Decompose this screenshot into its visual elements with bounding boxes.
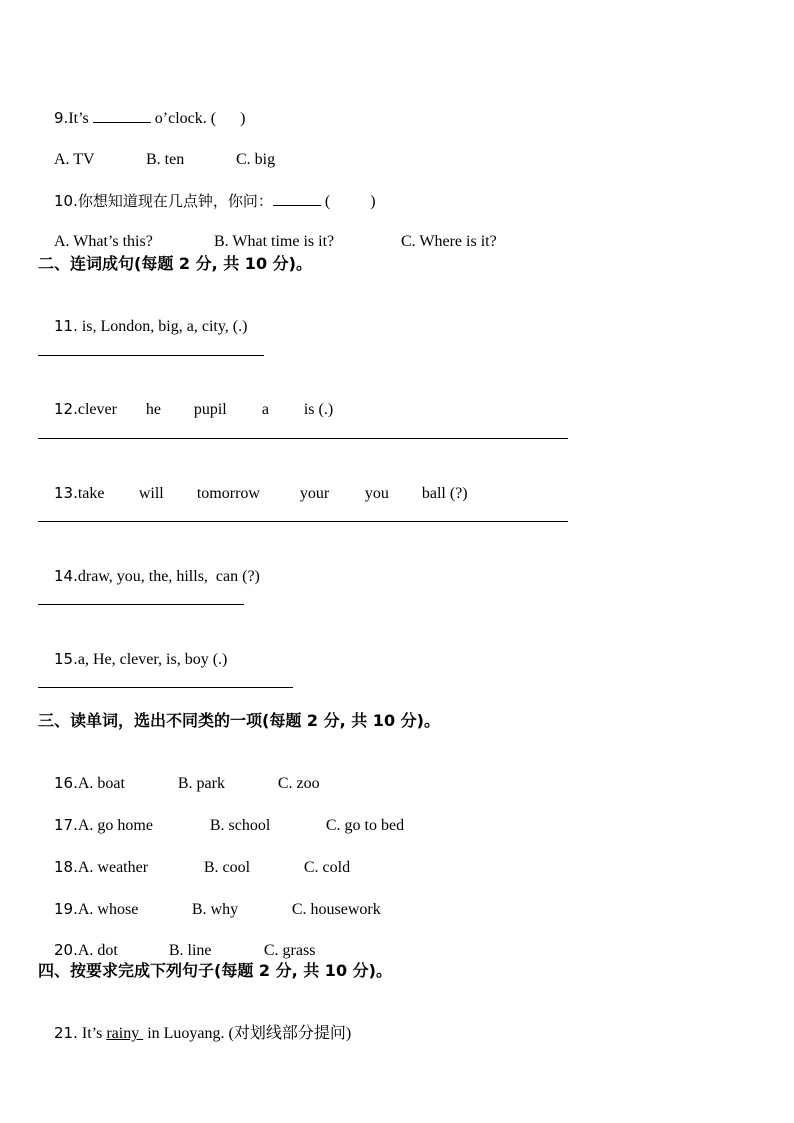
section-heading-2: 二、连词成句(每题 2 分, 共 10 分)。 [38, 254, 312, 273]
question-14 [38, 546, 260, 607]
option-c: C. big [236, 151, 276, 168]
question-text: a, He, clever, is, boy (.) [77, 651, 228, 668]
section-heading-3: 三、读单词，选出不同类的一项(每题 2 分, 共 10 分)。 [38, 711, 440, 730]
answer-line[interactable] [38, 604, 244, 605]
answer-blank[interactable] [273, 191, 321, 206]
option-c: C. housework [291, 901, 381, 918]
option-a: A. whose [77, 901, 139, 918]
option-c: C. zoo [277, 775, 320, 792]
option-a: A. go home [77, 817, 153, 834]
option-a: A. What’s this? [54, 233, 153, 250]
question-number: 14. [54, 567, 78, 585]
option-b: B. ten [146, 151, 185, 168]
option-b: B. line [168, 942, 212, 959]
option-a: A. dot [77, 942, 118, 959]
section-heading-4: 四、按要求完成下列句子(每题 2 分, 共 10 分)。 [38, 961, 392, 980]
word: you [364, 485, 389, 502]
question-number: 17. [54, 816, 78, 834]
question-number: 12. [54, 400, 78, 418]
option-a: A. weather [77, 859, 149, 876]
answer-line[interactable] [38, 521, 568, 522]
word: a [261, 401, 269, 418]
question-text: draw, you, the, hills, can (?) [77, 568, 260, 585]
word: is (.) [303, 401, 334, 418]
question-text: in Luoyang. (对划线部分提问) [143, 1025, 352, 1042]
question-12 [38, 379, 333, 440]
question-number: 20. [54, 941, 78, 959]
word: take [77, 485, 105, 502]
question-21 [38, 1003, 351, 1064]
word: clever [77, 401, 117, 418]
question-11 [38, 296, 247, 357]
question-number: 21. [54, 1024, 78, 1042]
question-number: 9. [54, 109, 69, 127]
option-c: C. go to bed [325, 817, 405, 834]
word: he [145, 401, 161, 418]
answer-line[interactable] [38, 687, 293, 688]
underlined-word: rainy [106, 1025, 144, 1042]
word: will [138, 485, 164, 502]
option-b: B. cool [203, 859, 251, 876]
question-number: 13. [54, 484, 78, 502]
word: tomorrow [196, 485, 260, 502]
answer-blank[interactable] [93, 108, 151, 123]
question-text: o’clock. ( ) [150, 110, 246, 127]
option-b: B. park [177, 775, 225, 792]
answer-line[interactable] [38, 438, 568, 439]
option-c: C. cold [303, 859, 351, 876]
word: ball (?) [421, 485, 468, 502]
question-text: It’s [68, 110, 93, 127]
option-a: A. boat [77, 775, 125, 792]
question-text: It’s [77, 1025, 107, 1042]
option-c: C. Where is it? [401, 233, 497, 250]
word: your [299, 485, 330, 502]
question-13 [38, 463, 468, 524]
question-number: 18. [54, 858, 78, 876]
option-b: B. school [209, 817, 271, 834]
option-a: A. TV [54, 151, 95, 168]
question-text: ( ) [320, 193, 376, 210]
option-b: B. What time is it? [214, 233, 335, 250]
option-c: C. grass [263, 942, 316, 959]
option-b: B. why [191, 901, 239, 918]
question-number: 16. [54, 774, 78, 792]
question-text: 你想知道现在几点钟，你问： [77, 192, 273, 210]
question-number: 15. [54, 650, 78, 668]
question-15 [38, 629, 227, 690]
word: pupil [193, 401, 227, 418]
question-number: 10. [54, 192, 78, 210]
question-text: is, London, big, a, city, (.) [77, 318, 248, 335]
answer-line[interactable] [38, 355, 264, 356]
question-number: 11. [54, 317, 78, 335]
question-number: 19. [54, 900, 78, 918]
